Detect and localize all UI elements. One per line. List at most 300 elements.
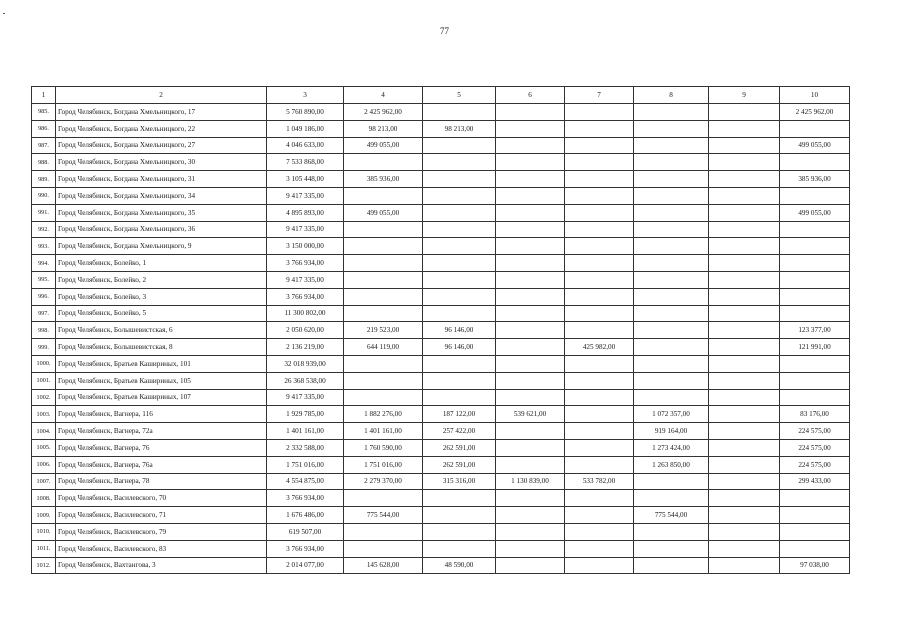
amount-cell-col-9 — [709, 339, 780, 356]
amount-cell-col-4 — [344, 221, 423, 238]
amount-cell-col-6 — [496, 221, 565, 238]
amount-cell-col-3: 2 136 219,00 — [267, 339, 344, 356]
amount-cell-col-8 — [634, 557, 709, 574]
amount-cell-col-8 — [634, 154, 709, 171]
column-header-6: 6 — [496, 87, 565, 104]
address-cell: Город Челябинск, Братьев Кашириных, 105 — [56, 372, 267, 389]
amount-cell-col-3: 5 760 890,00 — [267, 104, 344, 121]
amount-cell-col-6 — [496, 187, 565, 204]
page-number: 77 — [440, 26, 449, 36]
amount-cell-col-7: 425 982,00 — [565, 339, 634, 356]
amount-cell-col-10: 385 936,00 — [780, 171, 850, 188]
amount-cell-col-3: 3 766 934,00 — [267, 255, 344, 272]
table-row — [32, 456, 850, 473]
amount-cell-col-7 — [565, 187, 634, 204]
amount-cell-col-5 — [423, 171, 496, 188]
row-number-cell: 989. — [32, 171, 56, 188]
address-cell: Город Челябинск, Болейко, 3 — [56, 288, 267, 305]
amount-cell-col-8: 1 072 357,00 — [634, 406, 709, 423]
amount-cell-col-9 — [709, 171, 780, 188]
amount-cell-col-6 — [496, 557, 565, 574]
amount-cell-col-5 — [423, 523, 496, 540]
amount-cell-col-9 — [709, 439, 780, 456]
address-cell: Город Челябинск, Василевского, 79 — [56, 523, 267, 540]
amount-cell-col-6 — [496, 507, 565, 524]
row-number-cell: 1000. — [32, 355, 56, 372]
row-number-cell: 993. — [32, 238, 56, 255]
column-header-9: 9 — [709, 87, 780, 104]
amount-cell-col-6 — [496, 322, 565, 339]
row-number-cell: 999. — [32, 339, 56, 356]
amount-cell-col-4 — [344, 288, 423, 305]
amount-cell-col-6 — [496, 104, 565, 121]
amount-cell-col-6 — [496, 271, 565, 288]
amount-cell-col-9 — [709, 423, 780, 440]
amount-cell-col-4 — [344, 305, 423, 322]
amount-cell-col-7 — [565, 389, 634, 406]
amount-cell-col-8 — [634, 355, 709, 372]
amount-cell-col-5: 96 146,00 — [423, 322, 496, 339]
amount-cell-col-9 — [709, 288, 780, 305]
amount-cell-col-9 — [709, 137, 780, 154]
address-cell: Город Челябинск, Богдана Хмельницкого, 31 — [56, 171, 267, 188]
amount-cell-col-6 — [496, 120, 565, 137]
amount-cell-col-5 — [423, 490, 496, 507]
row-number-cell: 985. — [32, 104, 56, 121]
amount-cell-col-5: 262 591,00 — [423, 439, 496, 456]
table-row — [32, 104, 850, 121]
amount-cell-col-9 — [709, 120, 780, 137]
amount-cell-col-8 — [634, 523, 709, 540]
address-cell: Город Челябинск, Болышевистская, 8 — [56, 339, 267, 356]
amount-cell-col-3: 2 050 620,00 — [267, 322, 344, 339]
amount-cell-col-8 — [634, 540, 709, 557]
amount-cell-col-10 — [780, 389, 850, 406]
row-number-cell: 987. — [32, 137, 56, 154]
amount-cell-col-8: 1 273 424,00 — [634, 439, 709, 456]
amount-cell-col-7 — [565, 322, 634, 339]
amount-cell-col-10: 97 038,00 — [780, 557, 850, 574]
amount-cell-col-9 — [709, 322, 780, 339]
amount-cell-col-5 — [423, 288, 496, 305]
amount-cell-col-8: 1 263 850,00 — [634, 456, 709, 473]
table-row — [32, 507, 850, 524]
amount-cell-col-9 — [709, 473, 780, 490]
table-row — [32, 423, 850, 440]
row-number-cell: 988. — [32, 154, 56, 171]
amount-cell-col-7 — [565, 137, 634, 154]
table-row — [32, 389, 850, 406]
amount-cell-col-4: 98 213,00 — [344, 120, 423, 137]
amount-cell-col-6 — [496, 423, 565, 440]
amount-cell-col-3: 3 766 934,00 — [267, 540, 344, 557]
row-number-cell: 1007. — [32, 473, 56, 490]
table-row — [32, 221, 850, 238]
amount-cell-col-4 — [344, 154, 423, 171]
amount-cell-col-3: 4 554 875,00 — [267, 473, 344, 490]
table-row — [32, 271, 850, 288]
table-row — [32, 238, 850, 255]
table-row — [32, 473, 850, 490]
table-row — [32, 255, 850, 272]
amount-cell-col-4: 499 055,00 — [344, 137, 423, 154]
table-header-row — [32, 87, 850, 104]
amount-cell-col-9 — [709, 255, 780, 272]
amount-cell-col-4: 1 751 016,00 — [344, 456, 423, 473]
table-row — [32, 557, 850, 574]
address-cell: Город Челябинск, Василевского, 70 — [56, 490, 267, 507]
address-cell: Город Челябинск, Вагнера, 116 — [56, 406, 267, 423]
table-body — [32, 104, 850, 574]
amount-cell-col-7 — [565, 507, 634, 524]
amount-cell-col-9 — [709, 490, 780, 507]
amount-cell-col-9 — [709, 204, 780, 221]
amount-cell-col-7 — [565, 221, 634, 238]
amount-cell-col-7 — [565, 406, 634, 423]
amount-cell-col-10: 299 433,00 — [780, 473, 850, 490]
amount-cell-col-10: 224 575,00 — [780, 456, 850, 473]
amount-cell-col-9 — [709, 389, 780, 406]
amount-cell-col-5 — [423, 204, 496, 221]
amount-cell-col-10 — [780, 255, 850, 272]
table-row — [32, 288, 850, 305]
amount-cell-col-6 — [496, 137, 565, 154]
amount-cell-col-3: 4 046 633,00 — [267, 137, 344, 154]
amount-cell-col-4 — [344, 523, 423, 540]
amount-cell-col-7: 533 782,00 — [565, 473, 634, 490]
amount-cell-col-10 — [780, 305, 850, 322]
amount-cell-col-8 — [634, 104, 709, 121]
amount-cell-col-6 — [496, 389, 565, 406]
amount-cell-col-4: 145 628,00 — [344, 557, 423, 574]
amount-cell-col-8 — [634, 389, 709, 406]
amount-cell-col-4: 775 544,00 — [344, 507, 423, 524]
amount-cell-col-7 — [565, 355, 634, 372]
amount-cell-col-7 — [565, 456, 634, 473]
table-row — [32, 305, 850, 322]
table-row — [32, 120, 850, 137]
amount-cell-col-4 — [344, 271, 423, 288]
table-row — [32, 523, 850, 540]
amount-cell-col-10 — [780, 120, 850, 137]
table-row — [32, 204, 850, 221]
amount-cell-col-7 — [565, 490, 634, 507]
amount-cell-col-8 — [634, 271, 709, 288]
amount-cell-col-7 — [565, 523, 634, 540]
amount-cell-col-10 — [780, 187, 850, 204]
address-cell: Город Челябинск, Богдана Хмельницкого, 36 — [56, 221, 267, 238]
amount-cell-col-6 — [496, 204, 565, 221]
row-number-cell: 1010. — [32, 523, 56, 540]
amount-cell-col-9 — [709, 540, 780, 557]
amount-cell-col-3: 619 507,00 — [267, 523, 344, 540]
address-cell: Город Челябинск, Василевского, 83 — [56, 540, 267, 557]
row-number-cell: 990. — [32, 187, 56, 204]
address-cell: Город Челябинск, Богдана Хмельницкого, 27 — [56, 137, 267, 154]
amount-cell-col-3: 32 018 939,00 — [267, 355, 344, 372]
amount-cell-col-10 — [780, 221, 850, 238]
table-row — [32, 540, 850, 557]
address-cell: Город Челябинск, Вахтангова, 3 — [56, 557, 267, 574]
amount-cell-col-8 — [634, 204, 709, 221]
amount-cell-col-10: 121 991,00 — [780, 339, 850, 356]
amount-cell-col-10 — [780, 490, 850, 507]
amount-cell-col-6 — [496, 339, 565, 356]
amount-cell-col-6 — [496, 523, 565, 540]
amount-cell-col-3: 4 895 893,00 — [267, 204, 344, 221]
amount-cell-col-4: 219 523,00 — [344, 322, 423, 339]
row-number-cell: 994. — [32, 255, 56, 272]
amount-cell-col-4 — [344, 372, 423, 389]
amount-cell-col-5: 48 590,00 — [423, 557, 496, 574]
amount-cell-col-7 — [565, 171, 634, 188]
amount-cell-col-10: 224 575,00 — [780, 423, 850, 440]
amount-cell-col-3: 11 300 802,00 — [267, 305, 344, 322]
amount-cell-col-4: 1 760 590,00 — [344, 439, 423, 456]
amount-cell-col-4: 2 425 962,00 — [344, 104, 423, 121]
amount-cell-col-3: 2 332 588,00 — [267, 439, 344, 456]
amount-cell-col-3: 1 676 486,00 — [267, 507, 344, 524]
column-header-7: 7 — [565, 87, 634, 104]
amount-cell-col-3: 2 014 077,00 — [267, 557, 344, 574]
amount-cell-col-5 — [423, 104, 496, 121]
amount-cell-col-4: 2 279 370,00 — [344, 473, 423, 490]
amount-cell-col-10: 499 055,00 — [780, 204, 850, 221]
amount-cell-col-8: 775 544,00 — [634, 507, 709, 524]
table-row — [32, 322, 850, 339]
amount-cell-col-4 — [344, 490, 423, 507]
amount-cell-col-8 — [634, 255, 709, 272]
amount-cell-col-4 — [344, 389, 423, 406]
amount-cell-col-8 — [634, 120, 709, 137]
amount-cell-col-9 — [709, 557, 780, 574]
row-number-cell: 997. — [32, 305, 56, 322]
address-cell: Город Челябинск, Богдана Хмельницкого, 17 — [56, 104, 267, 121]
amount-cell-col-7 — [565, 557, 634, 574]
amount-cell-col-3: 1 929 785,00 — [267, 406, 344, 423]
amount-cell-col-5 — [423, 255, 496, 272]
amount-cell-col-5: 257 422,00 — [423, 423, 496, 440]
amount-cell-col-5 — [423, 305, 496, 322]
amount-cell-col-6 — [496, 255, 565, 272]
row-number-cell: 1012. — [32, 557, 56, 574]
amount-cell-col-9 — [709, 355, 780, 372]
amount-cell-col-10 — [780, 271, 850, 288]
amount-cell-col-3: 3 766 934,00 — [267, 490, 344, 507]
amount-cell-col-10 — [780, 238, 850, 255]
address-cell: Город Челябинск, Болышевистская, 6 — [56, 322, 267, 339]
address-cell: Город Челябинск, Вагнера, 78 — [56, 473, 267, 490]
address-cell: Город Челябинск, Братьев Кашириных, 107 — [56, 389, 267, 406]
amount-cell-col-3: 9 417 335,00 — [267, 271, 344, 288]
address-cell: Город Челябинск, Вагнера, 76а — [56, 456, 267, 473]
amount-cell-col-9 — [709, 372, 780, 389]
address-cell: Город Челябинск, Вагнера, 76 — [56, 439, 267, 456]
row-number-cell: 1002. — [32, 389, 56, 406]
amount-cell-col-8 — [634, 473, 709, 490]
amount-cell-col-10 — [780, 540, 850, 557]
amount-cell-col-8 — [634, 171, 709, 188]
table-row — [32, 339, 850, 356]
amount-cell-col-6 — [496, 171, 565, 188]
amount-cell-col-3: 26 368 538,00 — [267, 372, 344, 389]
amount-cell-col-5 — [423, 221, 496, 238]
amount-cell-col-7 — [565, 305, 634, 322]
amount-cell-col-9 — [709, 271, 780, 288]
amount-cell-col-10: 499 055,00 — [780, 137, 850, 154]
amount-cell-col-4 — [344, 255, 423, 272]
amount-cell-col-5: 96 146,00 — [423, 339, 496, 356]
amount-cell-col-4 — [344, 355, 423, 372]
amount-cell-col-4: 499 055,00 — [344, 204, 423, 221]
row-number-cell: 1004. — [32, 423, 56, 440]
row-number-cell: 1001. — [32, 372, 56, 389]
row-number-cell: 1009. — [32, 507, 56, 524]
amount-cell-col-8 — [634, 137, 709, 154]
amount-cell-col-8 — [634, 238, 709, 255]
address-cell: Город Челябинск, Болейко, 5 — [56, 305, 267, 322]
amount-cell-col-7 — [565, 423, 634, 440]
row-number-cell: 986. — [32, 120, 56, 137]
table-row — [32, 171, 850, 188]
amount-cell-col-6 — [496, 238, 565, 255]
amount-cell-col-5: 262 591,00 — [423, 456, 496, 473]
address-cell: Город Челябинск, Болейко, 2 — [56, 271, 267, 288]
amount-cell-col-5 — [423, 187, 496, 204]
table-row — [32, 406, 850, 423]
amount-cell-col-6 — [496, 154, 565, 171]
amount-cell-col-10 — [780, 372, 850, 389]
amount-cell-col-8 — [634, 490, 709, 507]
amount-cell-col-10 — [780, 154, 850, 171]
amount-cell-col-5 — [423, 238, 496, 255]
amount-cell-col-8 — [634, 339, 709, 356]
table-row — [32, 355, 850, 372]
amount-cell-col-8 — [634, 288, 709, 305]
amount-cell-col-9 — [709, 187, 780, 204]
amount-cell-col-6 — [496, 305, 565, 322]
amount-cell-col-8 — [634, 322, 709, 339]
address-cell: Город Челябинск, Богдана Хмельницкого, 34 — [56, 187, 267, 204]
amount-cell-col-6 — [496, 540, 565, 557]
table-row — [32, 490, 850, 507]
amount-cell-col-9 — [709, 238, 780, 255]
table-row — [32, 137, 850, 154]
amount-cell-col-3: 1 401 161,00 — [267, 423, 344, 440]
amount-cell-col-10 — [780, 355, 850, 372]
amount-cell-col-9 — [709, 154, 780, 171]
amount-cell-col-7 — [565, 540, 634, 557]
amount-cell-col-5 — [423, 271, 496, 288]
amount-cell-col-7 — [565, 271, 634, 288]
column-header-10: 10 — [780, 87, 850, 104]
amount-cell-col-9 — [709, 507, 780, 524]
amount-cell-col-8 — [634, 372, 709, 389]
amount-cell-col-4: 385 936,00 — [344, 171, 423, 188]
amount-cell-col-7 — [565, 288, 634, 305]
data-table — [31, 86, 850, 574]
amount-cell-col-3: 7 533 868,00 — [267, 154, 344, 171]
address-cell: Город Челябинск, Богдана Хмельницкого, 30 — [56, 154, 267, 171]
amount-cell-col-5 — [423, 540, 496, 557]
amount-cell-col-3: 3 105 448,00 — [267, 171, 344, 188]
amount-cell-col-5 — [423, 154, 496, 171]
address-cell: Город Челябинск, Вагнера, 72а — [56, 423, 267, 440]
scan-mark — [3, 13, 5, 14]
amount-cell-col-3: 1 049 186,00 — [267, 120, 344, 137]
amount-cell-col-5 — [423, 137, 496, 154]
amount-cell-col-9 — [709, 221, 780, 238]
column-header-8: 8 — [634, 87, 709, 104]
amount-cell-col-10: 123 377,00 — [780, 322, 850, 339]
address-cell: Город Челябинск, Богдана Хмельницкого, 35 — [56, 204, 267, 221]
column-header-2: 2 — [56, 87, 267, 104]
amount-cell-col-6 — [496, 456, 565, 473]
address-cell: Город Челябинск, Василевского, 71 — [56, 507, 267, 524]
amount-cell-col-9 — [709, 456, 780, 473]
amount-cell-col-10 — [780, 288, 850, 305]
amount-cell-col-9 — [709, 305, 780, 322]
amount-cell-col-6 — [496, 355, 565, 372]
address-cell: Город Челябинск, Богдана Хмельницкого, 22 — [56, 120, 267, 137]
amount-cell-col-10 — [780, 507, 850, 524]
amount-cell-col-3: 9 417 335,00 — [267, 187, 344, 204]
amount-cell-col-4: 1 401 161,00 — [344, 423, 423, 440]
amount-cell-col-5 — [423, 507, 496, 524]
amount-cell-col-3: 3 766 934,00 — [267, 288, 344, 305]
row-number-cell: 991. — [32, 204, 56, 221]
amount-cell-col-5: 187 122,00 — [423, 406, 496, 423]
amount-cell-col-3: 3 150 000,00 — [267, 238, 344, 255]
amount-cell-col-8: 919 164,00 — [634, 423, 709, 440]
amount-cell-col-10: 2 425 962,00 — [780, 104, 850, 121]
amount-cell-col-4 — [344, 187, 423, 204]
amount-cell-col-4 — [344, 540, 423, 557]
row-number-cell: 996. — [32, 288, 56, 305]
amount-cell-col-9 — [709, 104, 780, 121]
amount-cell-col-6: 539 621,00 — [496, 406, 565, 423]
table-row — [32, 372, 850, 389]
amount-cell-col-9 — [709, 523, 780, 540]
row-number-cell: 1011. — [32, 540, 56, 557]
table-row — [32, 154, 850, 171]
amount-cell-col-8 — [634, 221, 709, 238]
amount-cell-col-4: 644 119,00 — [344, 339, 423, 356]
amount-cell-col-5 — [423, 389, 496, 406]
amount-cell-col-7 — [565, 372, 634, 389]
amount-cell-col-6 — [496, 439, 565, 456]
amount-cell-col-5: 98 213,00 — [423, 120, 496, 137]
amount-cell-col-8 — [634, 305, 709, 322]
amount-cell-col-7 — [565, 255, 634, 272]
amount-cell-col-5: 315 316,00 — [423, 473, 496, 490]
amount-cell-col-7 — [565, 238, 634, 255]
row-number-cell: 1008. — [32, 490, 56, 507]
row-number-cell: 1005. — [32, 439, 56, 456]
amount-cell-col-10: 224 575,00 — [780, 439, 850, 456]
amount-cell-col-4: 1 882 276,00 — [344, 406, 423, 423]
amount-cell-col-7 — [565, 439, 634, 456]
address-cell: Город Челябинск, Братьев Кашириных, 101 — [56, 355, 267, 372]
table-row — [32, 439, 850, 456]
amount-cell-col-10: 83 176,00 — [780, 406, 850, 423]
row-number-cell: 992. — [32, 221, 56, 238]
amount-cell-col-5 — [423, 372, 496, 389]
amount-cell-col-7 — [565, 104, 634, 121]
row-number-cell: 1006. — [32, 456, 56, 473]
amount-cell-col-5 — [423, 355, 496, 372]
column-header-5: 5 — [423, 87, 496, 104]
